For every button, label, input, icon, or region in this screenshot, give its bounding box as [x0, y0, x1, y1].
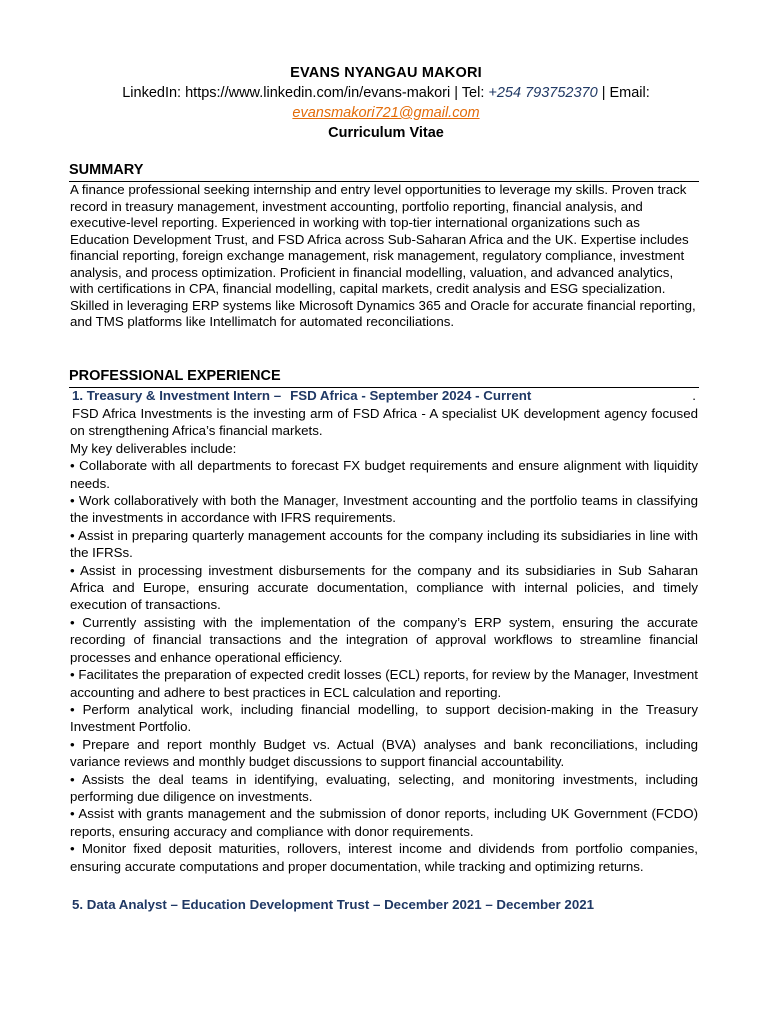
summary-heading: SUMMARY	[69, 162, 144, 178]
deliverables-label: My key deliverables include:	[70, 440, 237, 456]
email-line	[60, 103, 712, 123]
deliverable-bullet: • Facilitates the preparation of expected credit losses (ECL) reports, for review by the Manager, Investment accounting and adhere to best practices in ECL calculation and reporting.	[70, 667, 698, 700]
deliverable-bullet: • Currently assisting with the implementation of the company’s ERP system, ensuring the accurate recording of financial transactions and the integration of approval workflows to streamline financial processes and enhance operational efficiency.	[70, 614, 698, 665]
deliverable-bullet: • Monitor fixed deposit maturities, rollovers, interest income and dividends from portfolio companies, ensuring accurate computations and proper documentation, while tracking and optimizing returns.	[70, 841, 698, 874]
deliverable-bullet: • Assist with grants management and the submission of donor reports, including UK Government (FCDO) reports, ensuring accuracy and compliance with donor requirements.	[70, 806, 698, 839]
experience-heading: PROFESSIONAL EXPERIENCE	[69, 368, 281, 384]
contact-line	[60, 83, 712, 103]
phone-number: +254 793752370	[488, 85, 598, 101]
linkedin-label: LinkedIn: https://www.linkedin.com/in/evans-makori | Tel:	[122, 85, 489, 101]
deliverable-bullet: • Assist in preparing quarterly management accounts for the company including its subsidiaries in line with the IFRSs.	[70, 527, 698, 561]
cv-header	[60, 63, 712, 143]
deliverable-bullet: • Work collaboratively with both the Manager, Investment accounting and the portfolio teams in classifying the investments in accordance with IFRS requirements.	[70, 493, 698, 526]
deliverable-bullet: • Prepare and report monthly Budget vs. Actual (BVA) analyses and bank reconciliations, including variance reviews and monthly budget discussions to support financial accountability.	[70, 736, 698, 770]
email-label: | Email:	[597, 85, 650, 101]
trailing-period: .	[692, 388, 696, 403]
job-role: 1. Treasury & Investment Intern –	[72, 388, 282, 403]
job-title-treasury-intern	[72, 388, 698, 404]
deliverable-bullet: • Assist in processing investment disbursements for the company and its subsidiaries in Sub Saharan Africa and Europe, ensuring accurate documentation, compliance with internal policies, and timely execution of transactions.	[70, 562, 698, 613]
document-title: Curriculum Vitae	[328, 125, 444, 141]
candidate-name: EVANS NYANGAU MAKORI	[290, 65, 482, 81]
job-title-data-analyst: 5. Data Analyst – Education Development Trust – December 2021 – December 2021	[72, 897, 595, 912]
deliverable-bullet: • Assists the deal teams in identifying, evaluating, selecting, and monitoring investments, including performing due diligence on investments.	[70, 771, 698, 804]
deliverable-bullet: • Collaborate with all departments to forecast FX budget requirements and ensure alignment with liquidity needs.	[70, 458, 698, 491]
job-details-treasury-intern	[70, 405, 698, 875]
summary-text: A finance professional seeking internship and entry level opportunities to leverage my skills. Proven track record in treasury management, investment accounting, portfolio reporting, financial analysis, and executive-level reporting. Experienced in working with top-tier international organizations such as Education Development Trust, and FSD Africa across Sub-Saharan Africa and the UK. Expertise includes financial reporting, foreign exchange management, risk management, regulatory compliance, investment analysis, and process optimization. Proficient in financial modelling, valuation, and advanced analytics, with certifications in CPA, financial modelling, capital markets, credit analysis and ESG specialization. Skilled in leveraging ERP systems like Microsoft Dynamics 365 and Oracle for accurate financial reporting, and TMS platforms like Intellimatch for automated reconciliations.	[70, 182, 696, 329]
deliverable-bullet: • Perform analytical work, including financial modelling, to support decision-making in the Treasury Investment Portfolio.	[70, 701, 698, 735]
job-org-dates: FSD Africa - September 2024 - Current	[290, 388, 532, 403]
org-description: FSD Africa Investments is the investing arm of FSD Africa - A specialist UK development agency focused on strengthening Africa’s financial markets.	[70, 406, 698, 439]
email-link[interactable]: evansmakori721@gmail.com	[292, 105, 480, 121]
